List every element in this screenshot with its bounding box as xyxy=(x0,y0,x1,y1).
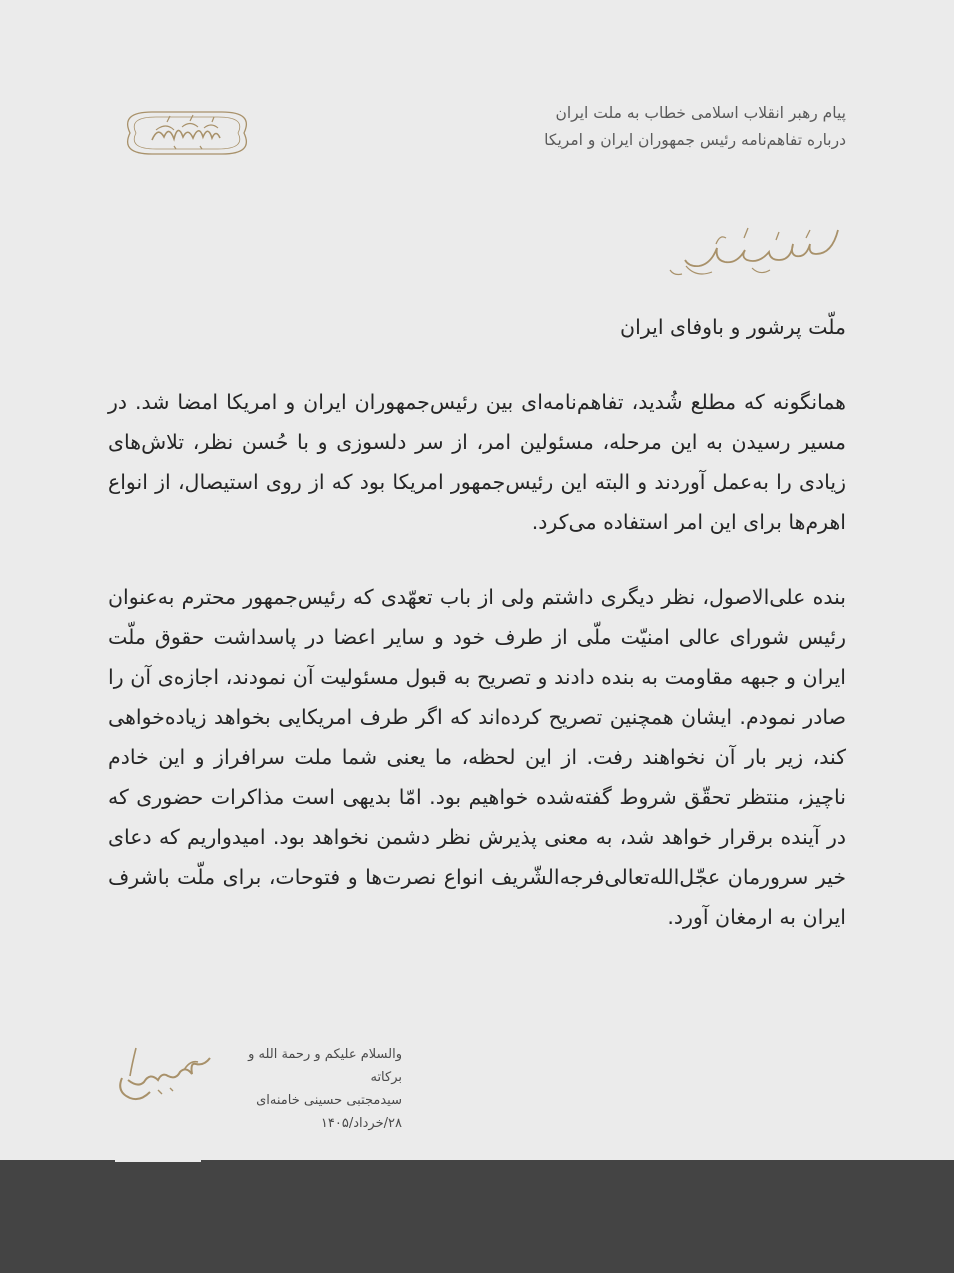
letter-paragraph-1: همانگونه که مطلع شُدید، تفاهم‌نامه‌ای بین رئیس‌جمهوران ایران و امریکا امضا شد. در مسیر رسیدن به این مرحله، مسئولین امر، از سر دلسوزی و با حُسن نظر، تلاش‌های زیادی را به‌عمل آوردند و البته این رئیس‌جمهور امریکا بود که از روی استیصال، از انواع اهرم‌ها برای این امر استفاده می‌کرد. xyxy=(108,390,846,534)
footer-notch xyxy=(115,1138,201,1162)
closing-greeting: والسلام علیکم و رحمة الله و برکاته xyxy=(248,1047,402,1085)
letter-header xyxy=(446,100,846,154)
letter-closing xyxy=(222,1043,402,1135)
handwritten-signature-icon xyxy=(110,1044,220,1106)
letter-salutation: ملّت پرشور و باوفای ایران xyxy=(620,315,846,339)
signatory-name: سیدمجتبی حسینی خامنه‌ای xyxy=(256,1093,402,1108)
header-subtitle: درباره تفاهم‌نامه رئیس جمهوران ایران و امریکا xyxy=(544,131,846,149)
calligraphy-emblem-icon xyxy=(112,100,262,166)
footer-band xyxy=(0,1160,954,1273)
basmala-calligraphy-icon xyxy=(656,224,846,284)
letter-paragraph-2: بنده علی‌الاصول، نظر دیگری داشتم ولی از باب تعهّدی که رئیس‌جمهور محترم به‌عنوان رئیس شورای عالی امنیّت ملّی از طرف خود و سایر اعضا در پاسداشت حقوق ملّت ایران و جبهه مقاومت به بنده دادند و تصریح به قبول مسئولیت آن نمودند، اجازه‌ی آن را صادر نمودم. ایشان همچنین تصریح کرده‌اند که اگر طرف امریکایی بخواهد زیاده‌خواهی کند، زیر بار آن نخواهند رفت. از این لحظه، ما یعنی شما ملت سرافراز و این خادم ناچیز، منتظر تحقّق شروط گفته‌شده خواهیم بود. امّا بدیهی است مذاکرات حضوری که در آینده برقرار خواهد شد، به معنی پذیرش نظر دشمن نخواهد بود. امیدواریم که دعای خیر سرورمان عجّل‌الله‌تعالی‌فرجه‌الشّریف انواع نصرت‌ها و فتوحات، برای ملّت باشرف ایران به ارمغان آورد. xyxy=(108,585,846,929)
letter-body xyxy=(108,310,846,972)
header-title: پیام رهبر انقلاب اسلامی خطاب به ملت ایران xyxy=(555,104,846,122)
letter-date: ۲۸/خرداد/۱۴۰۵ xyxy=(320,1116,402,1131)
